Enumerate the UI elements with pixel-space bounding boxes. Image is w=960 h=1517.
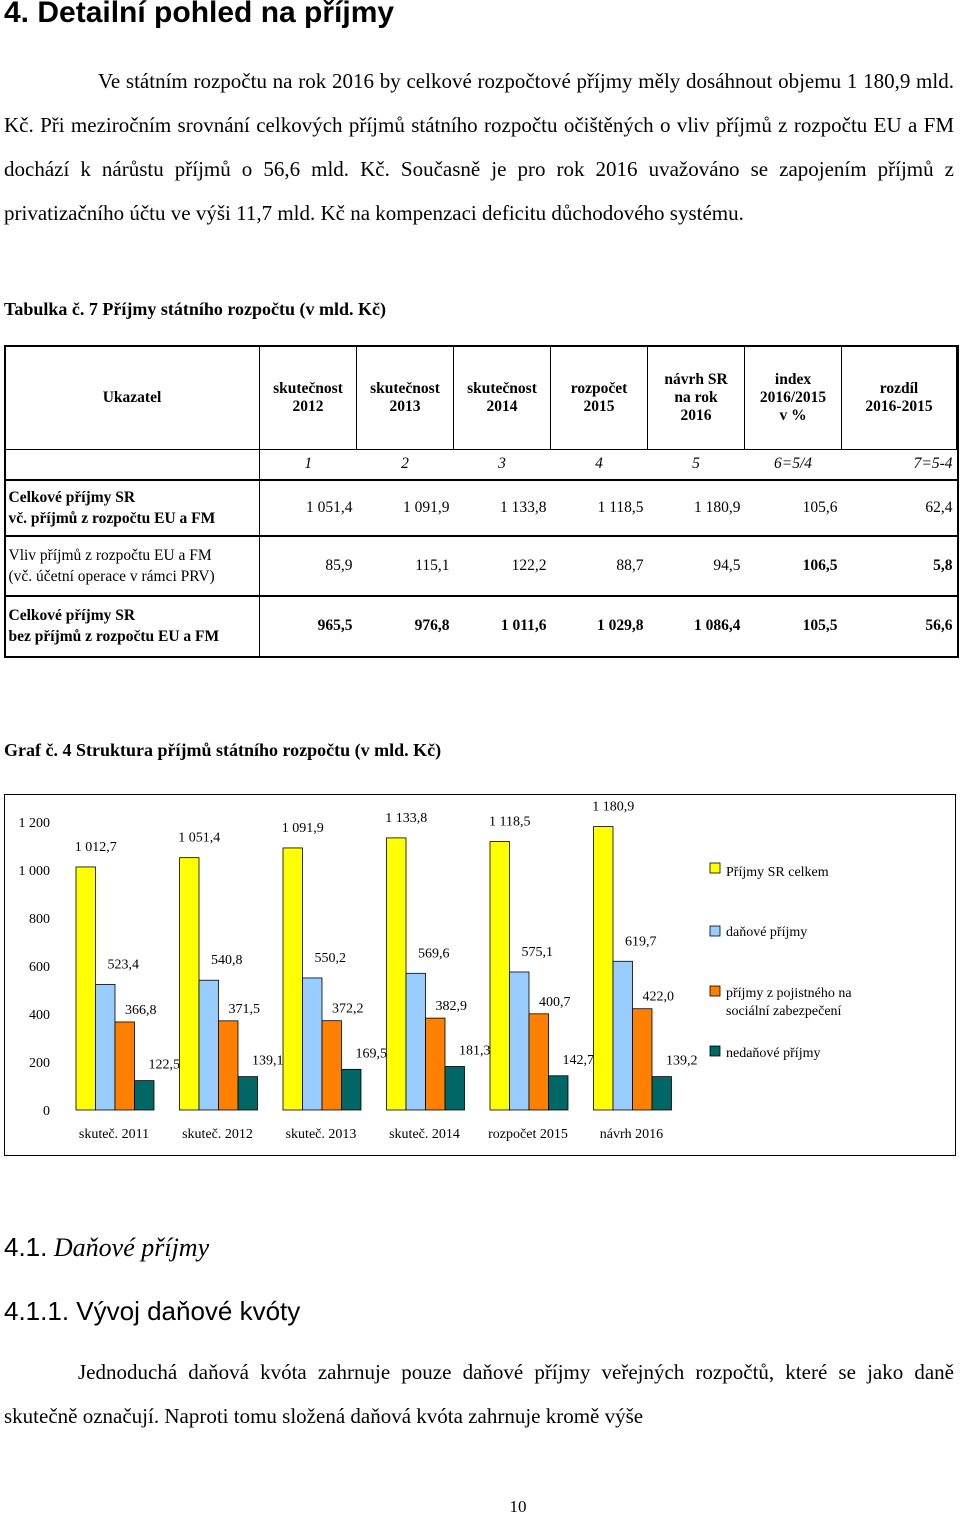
legend-label: příjmy z pojistného na bbox=[726, 986, 852, 1001]
y-tick-label: 0 bbox=[43, 1104, 50, 1119]
table-cell: 105,6 bbox=[745, 480, 842, 536]
bar-daov-4 bbox=[510, 972, 530, 1110]
table-cell: 5,8 bbox=[842, 536, 957, 596]
table-cell: 1 091,9 bbox=[357, 480, 454, 536]
index-cell: 2 bbox=[401, 455, 409, 473]
data-label: 142,7 bbox=[562, 1052, 594, 1068]
table-cell: 1 011,6 bbox=[454, 596, 551, 657]
intro-paragraph bbox=[4, 59, 954, 235]
y-tick-label: 1 000 bbox=[18, 864, 50, 879]
header-col-2016: návrh SR na rok 2016 bbox=[648, 346, 745, 450]
index-cell: 6=5/4 bbox=[773, 455, 813, 473]
bar-pjmy-4 bbox=[490, 842, 510, 1110]
bar-daov-3 bbox=[406, 973, 426, 1110]
data-label: 540,8 bbox=[211, 953, 243, 969]
chart-caption: Graf č. 4 Struktura příjmů státního rozpočtu (v mld. Kč) bbox=[4, 740, 442, 760]
table-row bbox=[5, 596, 957, 657]
x-tick-label: návrh 2016 bbox=[599, 1127, 664, 1142]
row-label: Celkové příjmy SR vč. příjmů z rozpočtu EU a FM bbox=[5, 480, 260, 536]
bar-pjmy-0 bbox=[76, 867, 96, 1110]
legend-swatch bbox=[710, 863, 720, 873]
legend-label: daňové příjmy bbox=[726, 925, 808, 940]
y-tick-label: 600 bbox=[29, 960, 50, 975]
table-cell: 1 118,5 bbox=[551, 480, 648, 536]
index-cell: 4 bbox=[595, 455, 603, 473]
data-label: 382,9 bbox=[435, 999, 467, 1015]
x-tick-label: skuteč. 2013 bbox=[285, 1127, 357, 1142]
table-cell: 94,5 bbox=[648, 536, 745, 596]
data-label: 1 051,4 bbox=[178, 830, 221, 846]
bar-pjmy-5 bbox=[594, 827, 614, 1110]
data-label: 1 180,9 bbox=[592, 799, 635, 815]
bar-pjmy-0 bbox=[115, 1022, 135, 1110]
data-label: 366,8 bbox=[125, 1002, 157, 1018]
bar-nedaov-5 bbox=[652, 1077, 672, 1110]
data-label: 1 118,5 bbox=[489, 814, 531, 830]
data-label: 1 133,8 bbox=[385, 810, 428, 826]
header-col-2014: skutečnost 2014 bbox=[454, 346, 551, 450]
table-caption: Tabulka č. 7 Příjmy státního rozpočtu (v mld. Kč) bbox=[4, 299, 387, 319]
legend-label: Příjmy SR celkem bbox=[726, 865, 829, 880]
header-col-2015: rozpočet 2015 bbox=[551, 346, 648, 450]
table-header-row bbox=[5, 346, 957, 450]
bar-pjmy-2 bbox=[322, 1021, 342, 1110]
data-label: 139,2 bbox=[666, 1053, 698, 1069]
header-col-index: index 2016/2015 v % bbox=[745, 346, 842, 450]
data-label: 181,3 bbox=[459, 1043, 491, 1059]
heading-4-1 bbox=[4, 1232, 209, 1263]
legend-label: sociální zabezpečení bbox=[726, 1004, 842, 1019]
bar-nedaov-1 bbox=[238, 1077, 258, 1110]
heading-number: 4.1. bbox=[4, 1232, 48, 1262]
data-label: 575,1 bbox=[521, 944, 553, 960]
bar-pjmy-4 bbox=[529, 1014, 549, 1110]
data-label: 523,4 bbox=[107, 957, 139, 973]
x-tick-label: skuteč. 2012 bbox=[182, 1127, 253, 1142]
bar-nedaov-2 bbox=[342, 1069, 362, 1110]
intro-line: očištěných o vliv příjmů z rozpočtu EU a FM dochází k nárůstu příjmů o 56,6 mld. Kč. bbox=[4, 113, 954, 181]
revenue-table bbox=[4, 345, 957, 658]
heading-text: Daňové příjmy bbox=[53, 1233, 210, 1262]
legend-label: nedaňové příjmy bbox=[726, 1046, 821, 1061]
data-label: 569,6 bbox=[418, 946, 450, 962]
data-label: 400,7 bbox=[539, 994, 571, 1010]
bar-daov-2 bbox=[303, 978, 323, 1110]
section-title: 4. Detailní pohled na příjmy bbox=[4, 0, 395, 29]
legend-swatch bbox=[710, 1046, 720, 1056]
table-cell: 1 133,8 bbox=[454, 480, 551, 536]
bar-pjmy-2 bbox=[283, 848, 303, 1110]
table-cell: 965,5 bbox=[260, 596, 357, 657]
outro-line: jako daně skutečně označují. Naproti tomu složená daňová kvóta zahrnuje kromě výše bbox=[4, 1360, 955, 1428]
table-row bbox=[5, 480, 957, 536]
table-cell: 85,9 bbox=[260, 536, 357, 596]
bar-daov-0 bbox=[96, 984, 116, 1110]
table-cell: 106,5 bbox=[745, 536, 842, 596]
y-tick-label: 400 bbox=[29, 1008, 50, 1023]
table-cell: 115,1 bbox=[357, 536, 454, 596]
intro-line: 11,7 mld. Kč na kompenzaci deficitu důchodového systému. bbox=[236, 201, 744, 225]
intro-line: objemu 1 180,9 mld. Kč. Při meziročním srovnání celkových příjmů státního rozpočtu bbox=[4, 69, 954, 137]
row-label: Celkové příjmy SR bez příjmů z rozpočtu EU a FM bbox=[5, 596, 260, 657]
table-cell: 1 051,4 bbox=[260, 480, 357, 536]
intro-line: Ve státním rozpočtu na rok 2016 by celkové rozpočtové příjmy měly dosáhnout bbox=[98, 69, 773, 93]
legend-swatch bbox=[710, 926, 720, 936]
bar-daov-1 bbox=[199, 980, 219, 1110]
table-cell: 976,8 bbox=[357, 596, 454, 657]
index-cell: 7=5-4 bbox=[913, 455, 953, 473]
page-number: 10 bbox=[509, 1497, 527, 1516]
table-cell: 122,2 bbox=[454, 536, 551, 596]
header-col-2013: skutečnost 2013 bbox=[357, 346, 454, 450]
table-row bbox=[5, 536, 957, 596]
x-tick-label: skuteč. 2014 bbox=[389, 1127, 460, 1142]
intro-line: Současně je pro rok 2016 uvažováno se zapojením příjmů z privatizačního účtu ve výši bbox=[4, 157, 954, 225]
data-label: 139,1 bbox=[252, 1053, 284, 1069]
outro-line: Jednoduchá daňová kvóta zahrnuje pouze daňové příjmy veřejných rozpočtů, které se bbox=[78, 1360, 856, 1384]
x-tick-label: skuteč. 2011 bbox=[78, 1127, 150, 1142]
table-cell: 56,6 bbox=[842, 596, 957, 657]
header-col-2012: skutečnost 2012 bbox=[260, 346, 357, 450]
revenue-structure-chart bbox=[4, 794, 956, 1156]
bar-daov-5 bbox=[613, 961, 633, 1110]
table-cell: 1 029,8 bbox=[551, 596, 648, 657]
bar-pjmy-1 bbox=[180, 858, 200, 1110]
data-label: 550,2 bbox=[314, 950, 346, 966]
table-index-row bbox=[5, 450, 957, 480]
index-cell: 3 bbox=[498, 455, 506, 473]
y-tick-label: 1 200 bbox=[18, 816, 50, 831]
table-cell: 1 086,4 bbox=[648, 596, 745, 657]
data-label: 371,5 bbox=[228, 1001, 260, 1017]
header-col-diff: rozdíl 2016-2015 bbox=[842, 346, 957, 450]
data-label: 122,5 bbox=[148, 1057, 180, 1073]
bar-nedaov-0 bbox=[135, 1081, 155, 1110]
table-cell: 1 180,9 bbox=[648, 480, 745, 536]
bar-nedaov-3 bbox=[445, 1066, 465, 1110]
data-label: 619,7 bbox=[625, 934, 657, 950]
y-tick-label: 800 bbox=[29, 912, 50, 927]
heading-4-1-1: 4.1.1. Vývoj daňové kvóty bbox=[4, 1296, 301, 1326]
row-label: Vliv příjmů z rozpočtu EU a FM (vč. účetní operace v rámci PRV) bbox=[5, 536, 260, 596]
legend-swatch bbox=[710, 986, 720, 996]
header-indicator: Ukazatel bbox=[5, 346, 260, 450]
x-tick-label: rozpočet 2015 bbox=[488, 1127, 568, 1142]
table-cell: 62,4 bbox=[842, 480, 957, 536]
table-cell: 105,5 bbox=[745, 596, 842, 657]
index-cell: 1 bbox=[304, 455, 313, 473]
bar-nedaov-4 bbox=[549, 1076, 569, 1110]
bar-pjmy-3 bbox=[387, 838, 407, 1110]
data-label: 1 091,9 bbox=[281, 820, 324, 836]
bar-pjmy-3 bbox=[426, 1018, 446, 1110]
table-cell: 88,7 bbox=[551, 536, 648, 596]
data-label: 422,0 bbox=[642, 989, 674, 1005]
bar-pjmy-1 bbox=[219, 1021, 239, 1110]
outro-paragraph bbox=[4, 1350, 954, 1438]
bar-pjmy-5 bbox=[633, 1009, 653, 1110]
data-label: 372,2 bbox=[332, 1001, 364, 1017]
data-label: 169,5 bbox=[355, 1046, 387, 1062]
index-cell: 5 bbox=[692, 455, 700, 473]
y-tick-label: 200 bbox=[29, 1056, 50, 1071]
data-label: 1 012,7 bbox=[74, 839, 117, 855]
